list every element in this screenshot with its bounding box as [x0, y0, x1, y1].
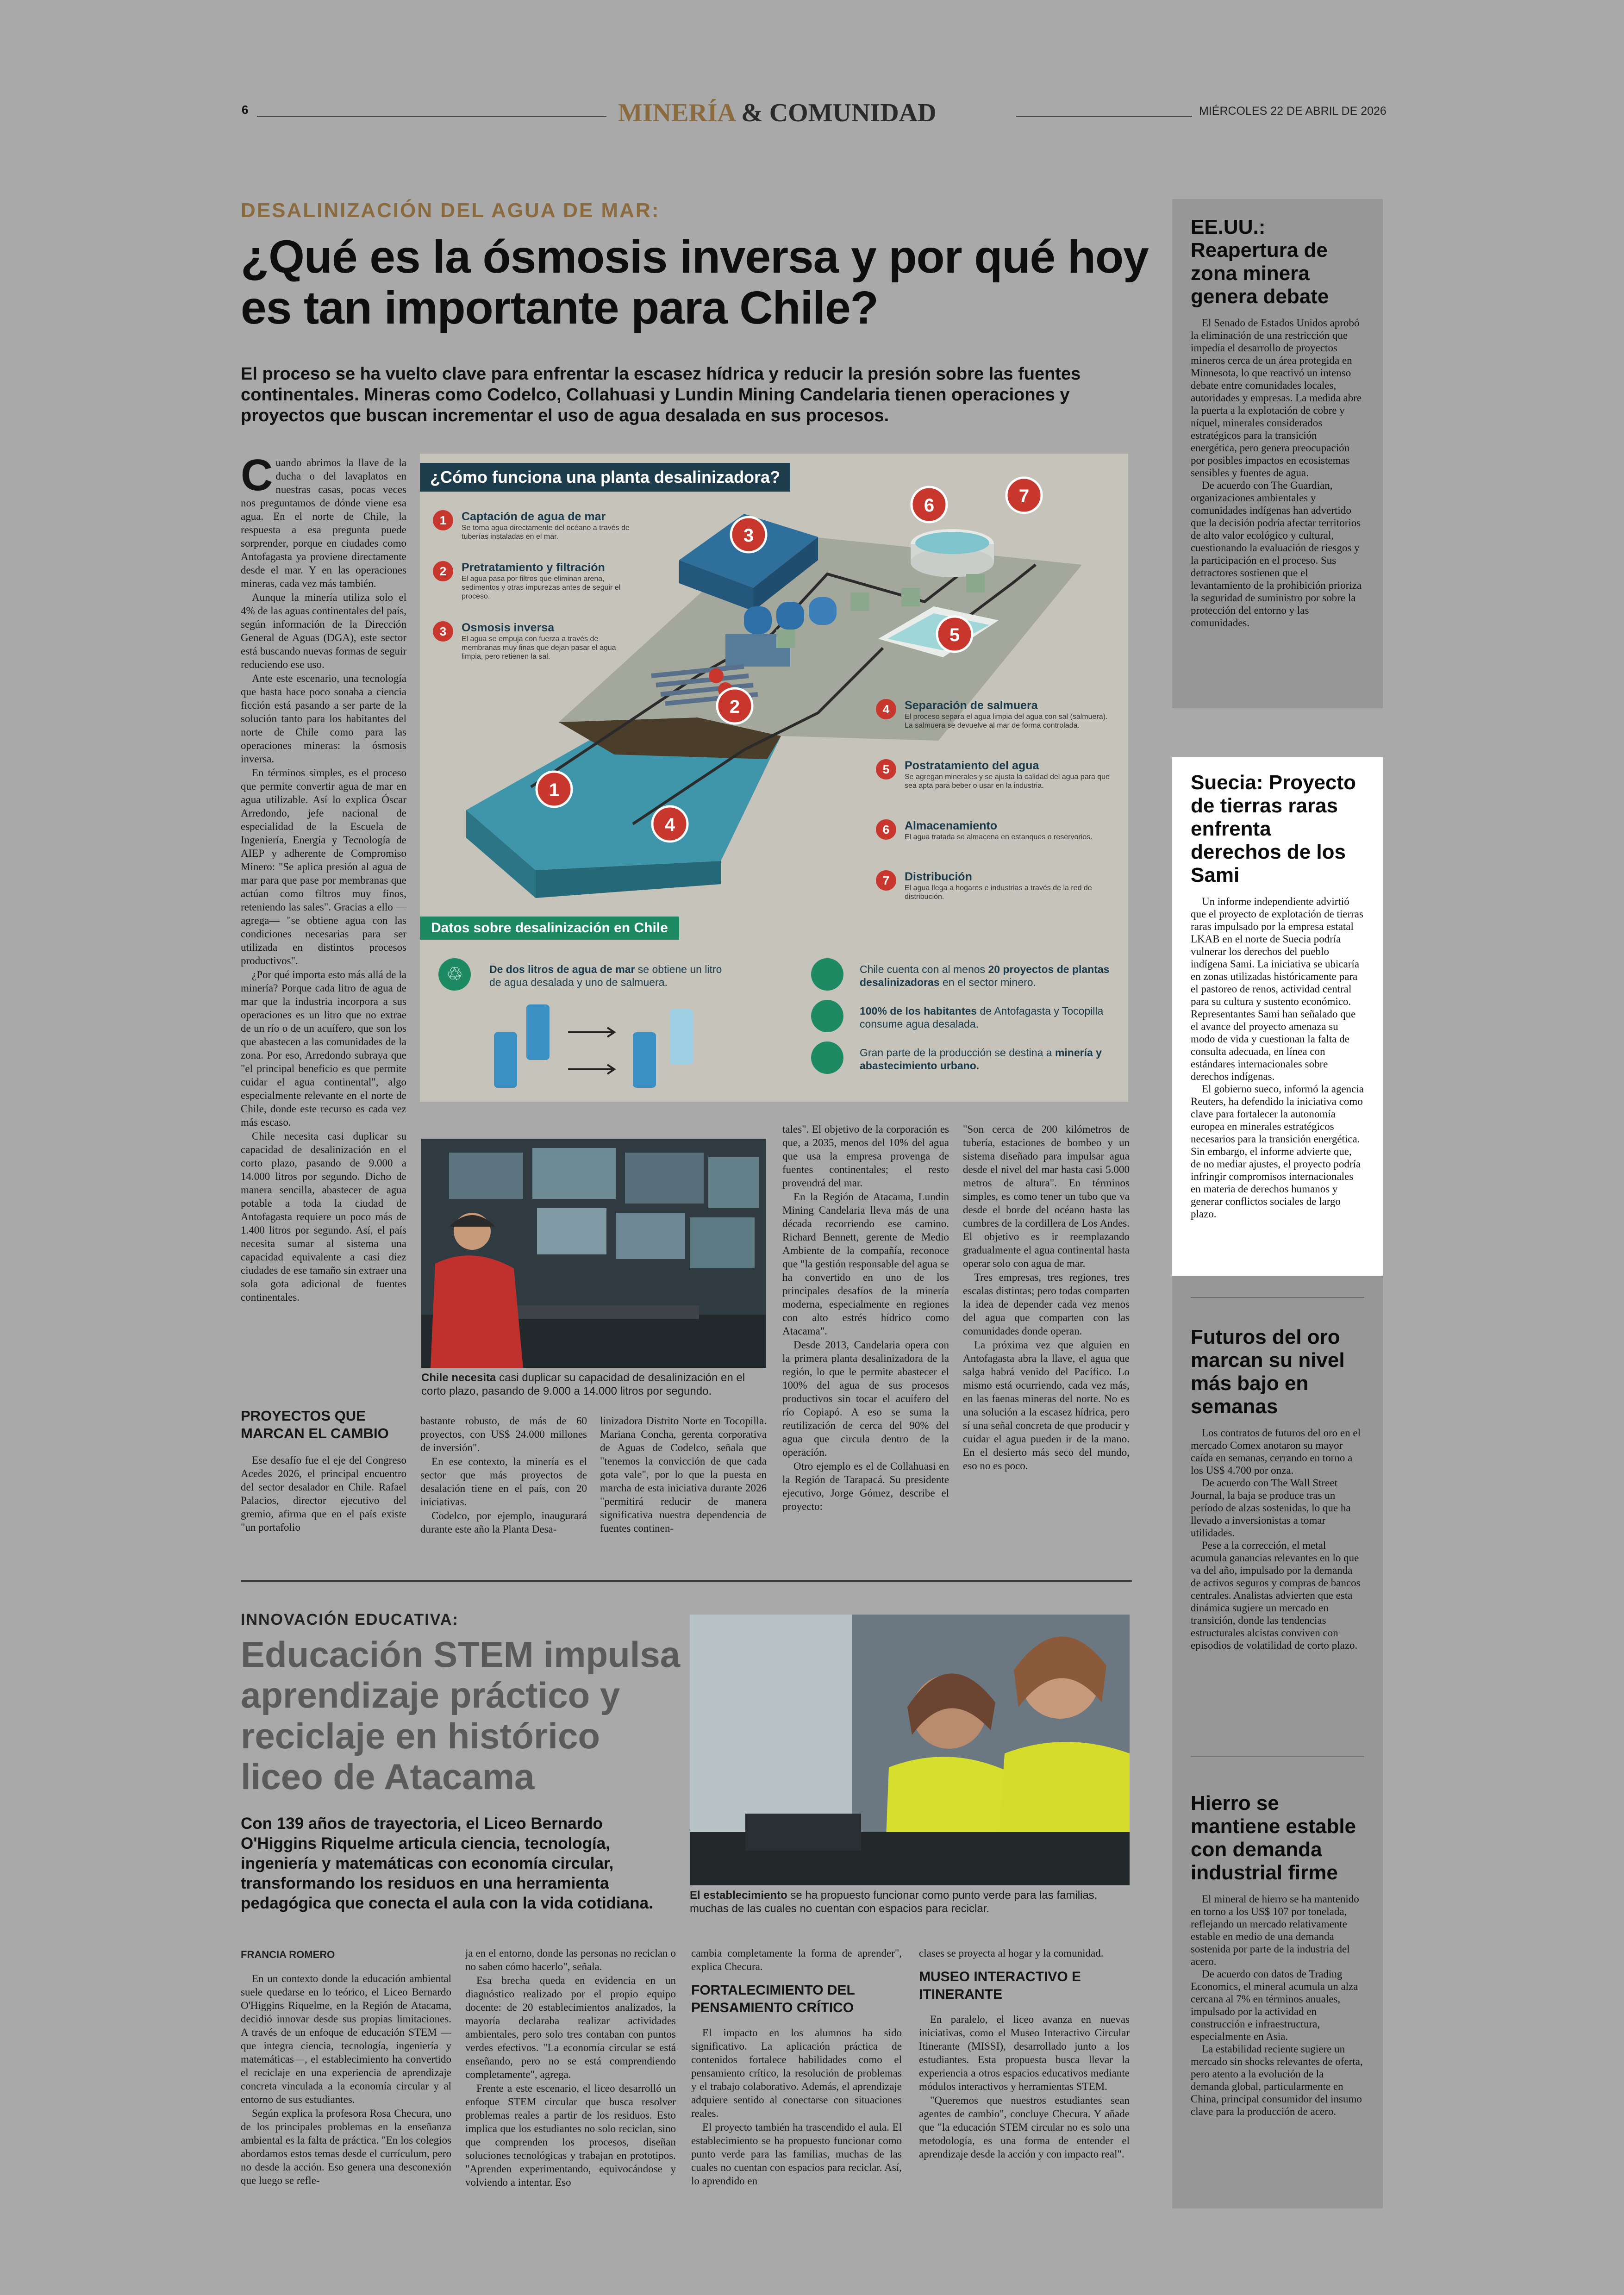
stem-photo — [690, 1615, 1130, 1885]
stem-col2-p1: Esa brecha queda en evidencia en un diagnóstico realizado por el propio equipo docente: de 20 establecimientos analizados, la mayoría declaraba realizar actividades ambientales, pero solo tres contaban con puntos verdes efectivos. "La economía circular se está enseñando, pero no se está comprendiendo completamente", agrega. — [465, 1975, 676, 2080]
map-badge-7 — [1006, 478, 1042, 513]
stem-byline: FRANCIA ROMERO — [241, 1949, 335, 1960]
sidebar-3-title: Futuros del oro marcan su nivel más bajo en semanas — [1191, 1326, 1345, 1418]
map-badge-3 — [731, 517, 766, 552]
main-col5-p1: Tres empresas, tres regiones, tres escalas distintas; pero todas comparten la idea de depender cada vez menos del agua que comparten con las comunidades donde operan. — [963, 1272, 1130, 1337]
info-step-3 — [433, 621, 632, 661]
fact-2-bold: 20 proyectos de plantas desalinizadoras — [860, 963, 1110, 988]
section-title — [618, 98, 937, 128]
header-rule-right — [1016, 116, 1192, 117]
main-lead: El proceso se ha vuelto clave para enfrentar la escasez hídrica y reducir la presión sobre las fuentes continentales. Mineras como Codelco, Collahuasi y Lundin Mining Candelaria tienen operaciones y proyectos que buscan incrementar el uso de agua desalada en sus procesos. — [241, 364, 1081, 425]
main-col1 — [241, 450, 406, 1304]
control-room-illustration — [421, 1139, 766, 1368]
fact-2-icon — [811, 958, 843, 991]
sidebar-3-p0: Los contratos de futuros del oro en el mercado Comex anotaron su mayor caída en semanas, cerrando en torno a los US$ 4.700 por onza. — [1191, 1427, 1361, 1476]
main-col1-p5: Chile necesita casi duplicar su capacidad de desalinización en el corto plazo, pasando de 9.000 a 14.000 litros por segundo. Dicho de manera sencilla, abastecer de agua potable a toda la ciudad de Antofagasta requiere un poco más de 1.400 litros por segundo. Así, el país necesita sumar al sistema una capacidad equivalente a casi diez ciudades de ese tamaño sin extraer una sola gota adicional de fuentes continentales. — [241, 1130, 406, 1303]
data-title: Datos sobre desalinización en Chile — [420, 917, 679, 940]
map-badge-4 — [652, 806, 687, 842]
main-col4-p0: tales". El objetivo de la corporación es que, a 2035, menos del 10% del agua que usa la empresa provenga de fuentes continentales; el resto provendrá del mar. — [782, 1123, 949, 1189]
sidebar-1-p1: De acuerdo con The Guardian, organizaciones ambientales y comunidades indígenas han advertido que la decisión podría afectar territorios de alto valor ecológico y cultural, cuestionando la evaluación de riesgos y la participación en el proceso. Sus detractores sostienen que el levantamiento de la prohibición prioriza la seguridad de suministro por sobre la protección del entorno y las comunidades. — [1191, 480, 1362, 629]
step-7-desc: El agua llega a hogares e industrias a través de la red de distribución. — [905, 884, 1092, 901]
stem-lead: Con 139 años de trayectoria, el Liceo Bernardo O'Higgins Riquelme articula ciencia, tecnología, ingeniería y matemáticas con economía circular, transformando los residuos en una herramienta pedagógica que conecta el aula con la vida cotidiana. — [241, 1815, 653, 1912]
main-col1-p1: Aunque la minería utiliza solo el 4% de las aguas continentales del país, según información de la Dirección General de Aguas (DGA), este sector está buscando nuevas formas de seguir reduciendo ese uso. — [241, 592, 406, 670]
fact-4-icon — [811, 1041, 843, 1074]
stem-col1-p1: Según explica la profesora Rosa Checura, uno de los principales problemas en la enseñanza ambiental es la falta de práctica. "En los colegios abordamos estos temas desde el currículum, pero no desde la acción. Eso genera una desconexión que luego se refle- — [241, 2108, 451, 2186]
map-badge-6 — [912, 487, 947, 522]
bottle-icon: ♲ — [438, 958, 471, 991]
section-title-a: MINERÍA — [618, 99, 735, 127]
sidebar-4-rule — [1191, 1756, 1364, 1757]
sidebar-4-p1: De acuerdo con datos de Trading Economics, el mineral acumula un alza cercana al 7% en términos anuales, impulsado por la actividad en construcción e infraestructura, especialmente en Asia. — [1191, 1968, 1358, 2042]
sidebar-2-text — [1191, 895, 1364, 1220]
map-badge-2 — [717, 688, 752, 723]
fact-1-text: se obtiene un litro de agua desalada y uno de salmuera. — [489, 963, 722, 988]
sidebar-box-4 — [1172, 1746, 1383, 2208]
header-rule-left — [257, 116, 606, 117]
main-col4-p2: Desde 2013, Candelaria opera con la primera planta desalinizadora de la región, lo que le permite abastecer el 100% del agua de sus procesos productivos sin tocar el acuífero del río Copiapó. A eso se suma la reutilización de cerca del 90% del agua que circula dentro de la operación. — [782, 1339, 949, 1458]
fact-2 — [860, 963, 1119, 989]
page-date: MIÉRCOLES 22 DE ABRIL DE 2026 — [1199, 105, 1387, 118]
info-step-7 — [876, 870, 1117, 901]
main-kicker: DESALINIZACIÓN DEL AGUA DE MAR: — [241, 199, 660, 222]
step-6-badge: 6 — [876, 819, 896, 840]
fact-3 — [860, 1004, 1119, 1030]
main-col4 — [782, 1123, 949, 1514]
step-1-badge: 1 — [433, 510, 453, 530]
fact-3-icon — [811, 1000, 843, 1032]
step-1-title: Captación de agua de mar — [462, 510, 606, 523]
svg-text:6: 6 — [924, 495, 935, 516]
main-col3-p0: linizadora Distrito Norte en Tocopilla. Mariana Concha, gerenta corporativa de Aguas de Codelco, señala que "tenemos la convicción de que cada gota vale", por lo que la puesta en marcha de esta iniciativa durante 2026 "permitirá reducir de manera significativa nuestra dependencia de fuentes continen- — [600, 1415, 767, 1534]
main-col1-p2: Ante este escenario, una tecnología que hasta hace poco sonaba a ciencia ficción está pasando a ser parte de la solución tanto para los habitantes del norte de Chile como para las operaciones mineras: la ósmosis inversa. — [241, 673, 406, 765]
step-6-title: Almacenamiento — [905, 819, 998, 832]
step-7-title: Distribución — [905, 870, 972, 883]
svg-text:4: 4 — [664, 815, 675, 835]
main-col2-p2: Codelco, por ejemplo, inaugurará durante este año la Planta Desa- — [420, 1510, 587, 1535]
step-3-title: Osmosis inversa — [462, 621, 555, 634]
drop-cap: C — [241, 450, 273, 500]
main-col4-p1: En la Región de Atacama, Lundin Mining Candelaria lleva más de una década recorriendo ese camino. Richard Bennett, gerente de Medio Ambiente de la compañía, reconoce que "la gestión responsable del agua se ha convertido en uno de los principales desafíos de la minería moderna, especialmente en regiones con alto estrés hídrico como Atacama". — [782, 1191, 949, 1337]
sidebar-2-title: Suecia: Proyecto de tierras raras enfrenta derechos de los Sami — [1191, 771, 1356, 886]
main-col1b-p: Ese desafío fue el eje del Congreso Acedes 2026, el principal encuentro del sector desalador en Chile. Rafael Palacios, director ejecutivo del gremio, afirma que en el país existe "un portafolio — [241, 1454, 406, 1533]
map-badge-1 — [537, 772, 572, 807]
stem-col3-p0: El impacto en los alumnos ha sido significativo. La aplicación práctica de contenidos fortalece habilidades como el pensamiento crítico, la resolución de problemas y el trabajo colaborativo. Además, el aprendizaje adquiere sentido al conectarse con situaciones reales. — [691, 2027, 902, 2119]
control-room-photo — [421, 1139, 766, 1368]
step-4-badge: 4 — [876, 699, 896, 719]
svg-text:5: 5 — [949, 625, 960, 645]
stem-col4-lead: clases se proyecta al hogar y la comunidad. — [919, 1947, 1104, 1959]
fact-3-c: de Antofagasta y Tocopilla consume agua desalada. — [860, 1005, 1104, 1030]
stem-photo-caption — [690, 1889, 1130, 1915]
stem-col3-lead: cambia completamente la forma de aprender", explica Checura. — [691, 1947, 902, 1972]
infographic — [420, 454, 1128, 1102]
info-step-4 — [876, 699, 1117, 730]
stem-caption-text: se ha propuesto funcionar como punto verde para las familias, muchas de las cuales no cuentan con espacios para reciclar. — [690, 1889, 1098, 1915]
step-4-desc: El proceso separa el agua limpia del agua con sal (salmuera). La salmuera se devuelve al mar de forma controlada. — [905, 713, 1108, 730]
info-step-2 — [433, 561, 632, 601]
stem-col2-p0: ja en el entorno, donde las personas no reciclan o no saben cómo hacerlo", señala. — [465, 1947, 676, 1972]
sidebar-2-p1: El gobierno sueco, informó la agencia Reuters, ha defendido la iniciativa como clave para fortalecer la autonomía europea en minerales estratégicos necesarios para la transición energética. Sin embargo, el informe advierte que, de no mediar ajustes, el proyecto podría infringir compromisos internacionales en materia de derechos humanos y generar conflictos sociales de largo plazo. — [1191, 1083, 1364, 1220]
info-step-5 — [876, 759, 1117, 790]
main-col5-p2: La próxima vez que alguien en Antofagasta abra la llave, el agua que salga habrá venido del Pacífico. Lo mismo está ocurriendo, cada vez más, en las faenas mineras del norte. No es una solución a la escasez hídrica, pero sí una señal concreta de que producir y cuidar el agua pueden ir de la mano. En el desierto más seco del mundo, eso no es poco. — [963, 1339, 1130, 1472]
sidebar-box-1 — [1172, 199, 1383, 708]
main-col1-p4: ¿Por qué importa esto más allá de la minería? Porque cada litro de agua de mar que la industria incorpora a sus operaciones es un litro que no extrae de un río o de un acuífero, que son los que abastecen a las comunidades de la zona. Por eso, Arredondo subraya que "el principal beneficio es que permite cuidar el agua continental", algo especialmente relevante en el norte de Chile, donde este recurso es cada vez más escaso. — [241, 969, 406, 1128]
sidebar-1-kicker: EE.UU.: — [1191, 216, 1266, 238]
sidebar-3-p1: De acuerdo con The Wall Street Journal, la baja se produce tras un período de alzas sostenidas, lo que ha llevado a inversionistas a tomar utilidades. — [1191, 1477, 1351, 1539]
step-1-desc: Se toma agua directamente del océano a través de tuberías instaladas en el mar. — [462, 524, 630, 541]
step-3-badge: 3 — [433, 621, 453, 642]
page-number: 6 — [242, 103, 249, 117]
sidebar-1-text — [1191, 317, 1364, 629]
fact-2-a: Chile cuenta con al menos — [860, 963, 988, 975]
info-step-6 — [876, 819, 1117, 842]
control-room-caption — [421, 1371, 766, 1398]
sidebar-3-rule — [1191, 1297, 1364, 1298]
main-col5 — [963, 1123, 1130, 1473]
fact-3-bold: 100% de los habitantes — [860, 1005, 977, 1017]
fact-1 — [489, 963, 730, 989]
main-subhead: PROYECTOS QUE MARCAN EL CAMBIO — [241, 1408, 389, 1441]
main-col1b — [241, 1453, 406, 1534]
step-5-desc: Se agregan minerales y se ajusta la calidad del agua para que sea apta para beber o usar en la industria. — [905, 773, 1110, 790]
sidebar-box-3 — [1172, 1276, 1383, 1746]
section-title-b: COMUNIDAD — [769, 99, 937, 127]
stem-col4-p1: "Queremos que nuestros estudiantes sean agentes de cambio", concluye Checura. Y añade que "la educación STEM circular no es solo una metodología, es una forma de entender el aprendizaje desde la acción y con impacto real". — [919, 2095, 1130, 2160]
stem-col3-p1: El proyecto también ha trascendido el aula. El establecimiento se ha propuesto funcionar como punto verde para las familias, muchas de las cuales no cuentan con espacios para reciclar. Así, lo aprendido en — [691, 2121, 902, 2187]
stem-col3 — [691, 1946, 902, 2188]
stem-col1 — [241, 1972, 451, 2188]
step-2-badge: 2 — [433, 561, 453, 581]
main-col2-p0: bastante robusto, de más de 60 proyectos, con US$ 24.000 millones de inversión". — [420, 1415, 587, 1453]
sidebar-1-title: Reapertura de zona minera genera debate — [1191, 239, 1329, 308]
fact-4-a: Gran parte de la producción se destina a — [860, 1047, 1055, 1059]
stem-kicker: INNOVACIÓN EDUCATIVA: — [241, 1611, 459, 1628]
section-divider — [241, 1580, 1132, 1582]
main-col2-p1: En ese contexto, la minería es el sector que más proyectos de desalación tiene en el país, con 20 iniciativas. — [420, 1456, 587, 1508]
control-caption-bold: Chile necesita — [421, 1372, 496, 1384]
stem-col4 — [919, 1946, 1130, 2161]
step-3-desc: El agua se empuja con fuerza a través de membranas muy finas que dejan pasar el agua limpia, pero retienen la sal. — [462, 635, 616, 661]
sidebar-1-p0: El Senado de Estados Unidos aprobó la eliminación de una restricción que impedía el desarrollo de proyectos mineros cerca de un área protegida en Minnesota, lo que reactivó un intenso debate entre comunidades locales, autoridades y empresas. La medida abre la puerta a la explotación de cobre y níquel, minerales considerados estratégicos para la transición energética, pero genera preocupación por posibles impactos en ecosistemas sensibles y fuentes de agua. — [1191, 317, 1362, 479]
info-step-1 — [433, 510, 632, 541]
fact-1-bold: De dos litros de agua de mar — [489, 963, 635, 975]
stem-col4-p0: En paralelo, el liceo avanza en nuevas iniciativas, como el Museo Interactivo Circular Itinerante (MISSI), desarrollado junto a los estudiantes. Esta propuesta busca llevar la experiencia a otros espacios educativos mediante módulos interactivos y herramientas STEM. — [919, 2014, 1130, 2092]
step-5-badge: 5 — [876, 759, 896, 780]
sidebar-4-text — [1191, 1893, 1364, 2118]
storage-tank — [911, 529, 994, 577]
stem-photo-illustration — [690, 1615, 1130, 1885]
control-caption-text: casi duplicar su capacidad de desalinización en el corto plazo, pasando de 9.000 a 14.000 litros por segundo. — [421, 1372, 745, 1397]
sidebar-4-title: Hierro se mantiene estable con demanda industrial firme — [1191, 1792, 1356, 1884]
main-col4-p3: Otro ejemplo es el de Collahuasi en la Región de Tarapacá. Su presidente ejecutivo, Jorge Gómez, describe el proyecto: — [782, 1460, 949, 1512]
main-title: ¿Qué es la ósmosis inversa y por qué hoy es tan importante para Chile? — [241, 231, 1149, 334]
map-badge-5 — [937, 617, 972, 652]
sidebar-4-p0: El mineral de hierro se ha mantenido en torno a los US$ 107 por tonelada, reflejando un mercado relativamente estable en medio de una demanda sostenida por parte de la industria del acero. — [1191, 1893, 1359, 1967]
sidebar-4-p2: La estabilidad reciente sugiere un mercado sin shocks relevantes de oferta, pero atento a la evolución de la demanda global, particularmente en China, principal consumidor del insumo clave para la producción de acero. — [1191, 2043, 1363, 2117]
svg-text:2: 2 — [729, 697, 740, 717]
step-5-title: Postratamiento del agua — [905, 759, 1039, 772]
sidebar-3-text — [1191, 1427, 1364, 1652]
main-col2 — [420, 1414, 587, 1536]
svg-text:3: 3 — [743, 525, 754, 546]
main-col5-p0: "Son cerca de 200 kilómetros de tubería, estaciones de bombeo y un sistema diseñado para impulsar agua desde el nivel del mar hasta casi 5.000 metros de altura". En términos simples, es como tener un tubo que va desde el borde del océano hasta las cumbres de la cordillera de Los Andes. El objetivo es ir reemplazando gradualmente el agua continental hasta operar solo con agua de mar. — [963, 1123, 1130, 1269]
section-title-amp: & — [735, 99, 769, 127]
sidebar-3-p2: Pese a la corrección, el metal acumula ganancias relevantes en lo que va del año, impulsado por la demanda de activos seguros y compras de bancos centrales. Analistas advierten que esta dinámica sugiere un mercado en transición, donde las tendencias estructurales alcistas conviven con episodios de volatilidad de corto plazo. — [1191, 1540, 1361, 1651]
svg-text:1: 1 — [549, 780, 560, 800]
stem-sub4: MUSEO INTERACTIVO E ITINERANTE — [919, 1969, 1081, 2002]
step-2-title: Pretratamiento y filtración — [462, 561, 605, 574]
fact-4 — [860, 1046, 1119, 1072]
fact-2-c: en el sector minero. — [939, 976, 1036, 988]
fact-4-bold: minería y abastecimiento urbano. — [860, 1047, 1102, 1072]
stem-col2 — [465, 1946, 676, 2189]
sidebar-2-p0: Un informe independiente advirtió que el proyecto de explotación de tierras raras impulsado por la empresa estatal LKAB en el norte de Suecia podría vulnerar los derechos del pueblo indígena Sami. La iniciativa se ubicaría en zonas utilizadas históricamente para el pastoreo de renos, actividad central para su cultura y sustento económico. Representantes Sami han señalado que el avance del proyecto amenaza su modo de vida y cuestionan la falta de consulta adecuada, en línea con estándares internacionales sobre derechos indígenas. — [1191, 896, 1363, 1082]
infographic-title: ¿Cómo funciona una planta desalinizadora? — [420, 463, 790, 492]
main-col3 — [600, 1414, 767, 1535]
step-7-badge: 7 — [876, 870, 896, 891]
sidebar-box-2 — [1172, 757, 1383, 1276]
main-col1-para — [241, 450, 406, 590]
bottles-illustration — [494, 995, 707, 1092]
main-col1-p0: uando abrimos la llave de la ducha o del lavaplatos en nuestras casas, pocas veces nos preguntamos de dónde viene esa agua. En el norte de Chile, la respuesta a esa pregunta puede sorprender, porque en ciudades como Antofagasta ya proviene directamente desde el mar. Y en las operaciones mineras, cada vez más también. — [241, 457, 406, 589]
stem-title: Educación STEM impulsa aprendizaje práctico y reciclaje en histórico liceo de Atacama — [241, 1634, 681, 1797]
step-6-desc: El agua tratada se almacena en estanques o reservorios. — [905, 833, 1093, 841]
svg-text:7: 7 — [1018, 486, 1030, 506]
main-col1-p3: En términos simples, es el proceso que permite convertir agua de mar en agua utilizable. Así lo explica Óscar Arredondo, jefe nacional de especialidad de la Escuela de Ingeniería, Energía y Tecnología de AIEP y adherente de Compromiso Minero: "Se aplica presión al agua de mar para que pase por membranas que actúan como filtros muy finos, reteniendo las sales". Gracias a ello —agrega— "se obtiene agua con las condiciones necesarias para ser utilizada en distintos procesos productivos". — [241, 767, 406, 967]
stem-caption-bold: El establecimiento — [690, 1889, 787, 1902]
stem-col2-p2: Frente a este escenario, el liceo desarrolló un enfoque STEM circular que busca resolver problemas reales a partir de los residuos. Esto implica que los estudiantes no solo reciclan, sino que comprenden los procesos, diseñan soluciones tecnológicas y trabajan en prototipos. "Aprenden experimentando, equivocándose y volviendo a intentar. Eso — [465, 2083, 676, 2188]
step-2-desc: El agua pasa por filtros que eliminan arena, sedimentos y otras impurezas antes de seguir el proceso. — [462, 575, 621, 600]
stem-col1-p0: En un contexto donde la educación ambiental suele quedarse en lo teórico, el Liceo Bernardo O'Higgins Riquelme, en la Región de Atacama, decidió innovar desde sus propias limitaciones. A través de un enfoque de educación STEM —que integra ciencia, tecnología, ingeniería y matemáticas—, el establecimiento ha convertido el reciclaje en una experiencia de aprendizaje concreta vinculada a la economía circular y al entorno de sus estudiantes. — [241, 1973, 451, 2105]
step-4-title: Separación de salmuera — [905, 699, 1038, 712]
stem-sub3: FORTALECIMIENTO DEL PENSAMIENTO CRÍTICO — [691, 1983, 855, 2015]
